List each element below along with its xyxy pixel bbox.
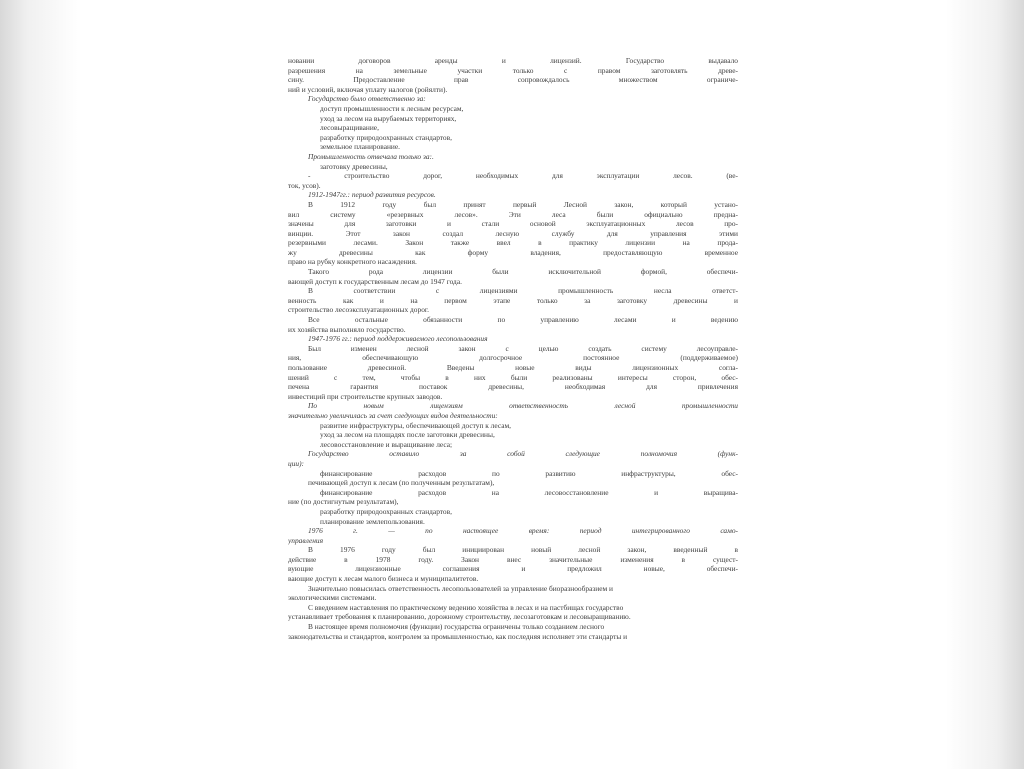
text-line: 1976 г. — по настоящее время: период интегрированного само- — [308, 526, 738, 536]
text-line: разработку природоохранных стандартов, — [320, 132, 452, 142]
text-line: лесовосстановление и выращивание леса; — [320, 439, 453, 449]
text-line: финансирование расходов на лесовосстановление и выращива- — [320, 487, 738, 497]
text-line: резервными лесами. Закон также ввел в практику лицензии на прода- — [288, 238, 738, 248]
text-line: их хозяйства выполняло государство. — [288, 324, 406, 334]
slide-edge-right — [946, 0, 1024, 769]
text-line: ции): — [288, 458, 305, 468]
text-line: печена гарантия поставок древесины, необходимая для привлечения — [288, 382, 738, 392]
text-line: венность как и на первом этапе только за заготовку древесины и — [288, 295, 738, 305]
text-line: уход за лесом на площадях после заготовки древесины, — [320, 430, 495, 440]
text-line: Государство было ответственно за: — [308, 94, 426, 104]
text-line: печивающей доступ к лесам (по полученным результатам), — [308, 478, 495, 488]
text-line: финансирование расходов по развитию инфраструктуры, обес- — [320, 468, 738, 478]
text-line: инвестиций при строительстве крупных заводов. — [288, 391, 443, 401]
text-line: лесовыращивание, — [320, 123, 379, 133]
text-line: экологическими системами. — [288, 593, 377, 603]
text-line: развитие инфраструктуры, обеспечивающей доступ к лесам, — [320, 420, 512, 430]
text-line: ний и условий, включая уплату налогов (ройялти). — [288, 84, 448, 94]
text-line: В 1976 году был инициирован новый лесной закон, введенный в — [308, 545, 738, 555]
text-line: вающие доступ к лесам малого бизнеса и муниципалитетов. — [288, 574, 479, 584]
text-line: действие в 1978 году. Закон внес значительные изменения в сущест- — [288, 554, 738, 564]
text-line: вил систему «резервных лесов». Эти леса были официально предна- — [288, 209, 738, 219]
text-line: ние (по достигнутым результатам), — [288, 497, 399, 507]
text-line: - строительство дорог, необходимых для эксплуатации лесов. (ве- — [308, 171, 738, 181]
text-line: Промышленность отвечала только за:. — [308, 151, 434, 161]
text-line: вающей доступ к государственным лесам до 1947 года. — [288, 276, 462, 286]
text-line: Государство оставило за собой следующие полномочия (функ- — [308, 449, 738, 459]
text-line: винции. Этот закон создал лесную службу для управления этими — [288, 228, 738, 238]
text-line: В соответствии с лицензиями промышленность несла ответст- — [308, 286, 738, 296]
text-line: Такого рода лицензии были исключительной формой, обеспечи- — [308, 267, 738, 277]
text-line: вующие лицензионные соглашения и предложил новые, обеспечи- — [288, 564, 738, 574]
text-line: новании договоров аренды и лицензий. Государство выдавало — [288, 56, 738, 65]
text-line: уход за лесом на вырубаемых территориях, — [320, 113, 457, 123]
text-line: По новым лицензиям ответственность лесной промышленности — [308, 401, 738, 411]
text-line: разрешения на земельные участки только с правом заготовлять древе- — [288, 65, 738, 75]
text-line: заготовку древесины, — [320, 161, 388, 171]
text-line: Был изменен лесной закон с целью создать систему лесоуправле- — [308, 343, 738, 353]
text-line: ния, обеспечивающую долгосрочное постоянное (поддерживаемое) — [288, 353, 738, 363]
text-line: разработку природоохранных стандартов, — [320, 506, 452, 516]
text-line: значительно увеличилась за счет следующих видов деятельности: — [288, 410, 498, 420]
text-line: С введением наставления по практическому ведению хозяйства в лесах и на пастбищах государство — [308, 602, 624, 612]
text-line: значены для заготовки и стали основой эксплуатационных лесов про- — [288, 219, 738, 229]
text-line: устанавливает требования к планированию, дорожному строительству, лесозаготовкам и лесовыращиванию. — [288, 612, 631, 622]
text-line: жу древесины как форму владения, предоставляющую временное — [288, 247, 738, 257]
text-line: законодательства и стандартов, контролем за промышленностью, как последняя исполняет эти стандарты и — [288, 631, 628, 641]
text-line: земельное планирование. — [320, 142, 401, 152]
text-line: доступ промышленности к лесным ресурсам, — [320, 103, 464, 113]
document-page — [288, 56, 738, 641]
text-line: пользование древесиной. Введены новые виды лицензионных согла- — [288, 363, 738, 372]
text-line: ток, усов). — [288, 180, 321, 190]
text-line: право на рубку конкретного насаждения. — [288, 257, 417, 267]
text-line: шений с тем, чтобы в них были реализованы интересы сторон, обес- — [288, 372, 738, 382]
text-line: сину. Предоставление прав сопровождалось множеством ограниче- — [288, 75, 738, 85]
slide-edge-left — [0, 0, 78, 769]
text-line: Все остальные обязанности по управлению лесами и ведению — [308, 315, 738, 325]
text-line: управления — [288, 535, 324, 545]
text-line: 1912-1947гг.: период развития ресурсов. — [308, 190, 436, 200]
text-line: Значительно повысилась ответственность лесопользователей за управление биоразнообразием и — [308, 583, 613, 593]
text-line: строительство лесоэксплуатационных дорог. — [288, 305, 429, 315]
text-line: В настоящее время полномочия (функции) государства ограничены только созданием лесного — [308, 622, 605, 632]
text-line: В 1912 году был принят первый Лесной закон, который устано- — [308, 199, 738, 209]
text-line: 1947-1976 гг.: период поддерживаемого лесопользования — [308, 334, 488, 344]
text-line: планирование землепользования. — [320, 516, 425, 526]
